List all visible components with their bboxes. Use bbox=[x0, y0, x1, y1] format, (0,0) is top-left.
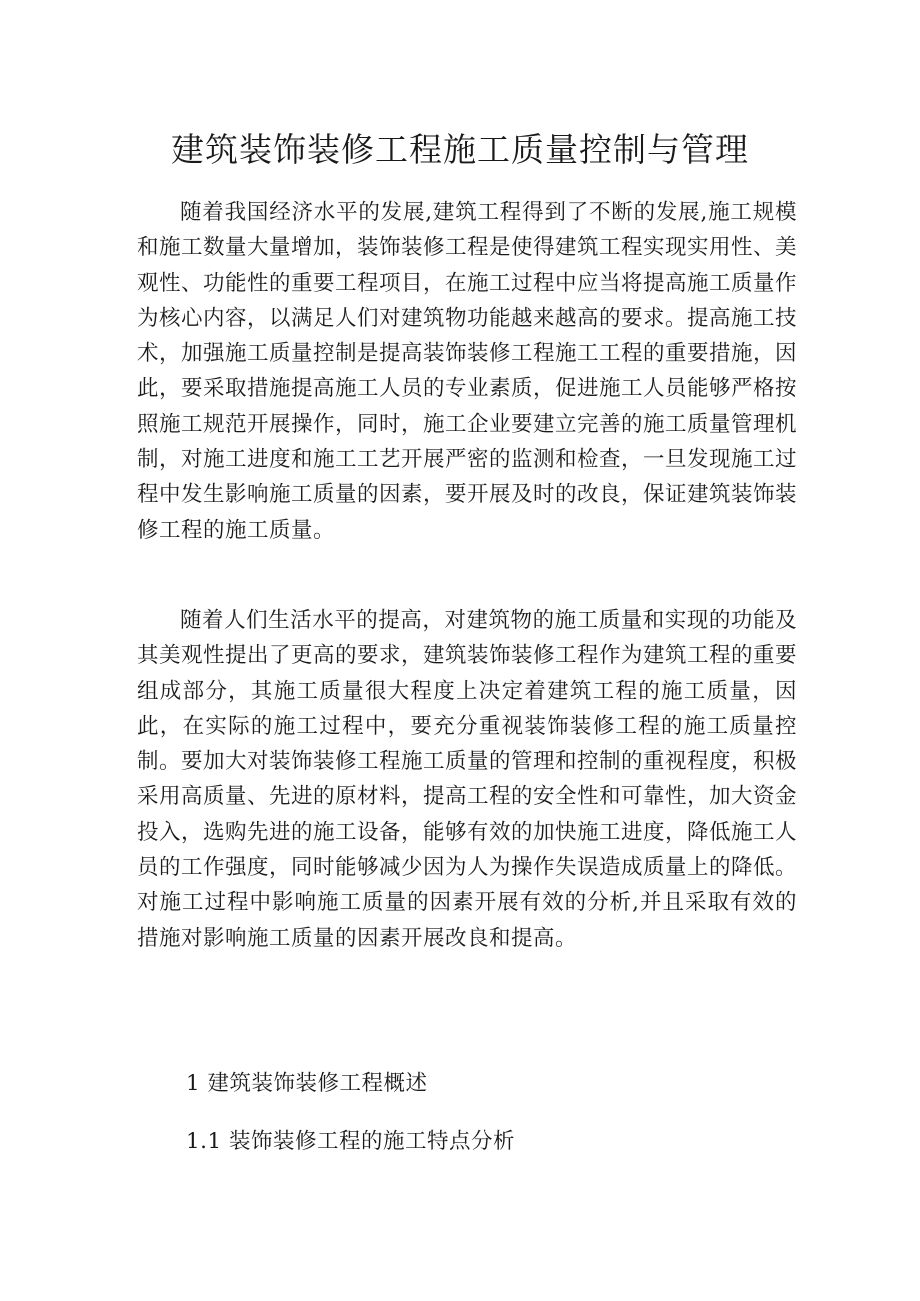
body-paragraph-2: 随着人们生活水平的提高，对建筑物的施工质量和实现的功能及其美观性提出了更高的要求，建筑装饰装修工程作为建筑工程的重要组成部分，其施工质量很大程度上决定着建筑工程的施工质量，因此，在实际的施工过程中，要充分重视装饰装修工程的施工质量控制。要加大对装饰装修工程施工质量的管理和控制的重视程度，积极采用高质量、先进的原材料，提高工程的安全性和可靠性，加大资金投入，选购先进的施工设备，能够有效的加快施工进度，降低施工人员的工作强度，同时能够减少因为人为操作失误造成质量上的降低。对施工过程中影响施工质量的因素开展有效的分析,并且采取有效的措施对影响施工质量的因素开展改良和提高。 bbox=[137, 608, 798, 951]
subsection-heading: 1.1 装饰装修工程的施工特点分析 bbox=[186, 1129, 516, 1154]
section-heading: 1 建筑装饰装修工程概述 bbox=[186, 1071, 428, 1096]
document-title: 建筑装饰装修工程施工质量控制与管理 bbox=[171, 130, 749, 169]
body-paragraph-1: 随着我国经济水平的发展,建筑工程得到了不断的发展,施工规模和施工数量大量增加，装饰装修工程是使得建筑工程实现实用性、美观性、功能性的重要工程项目，在施工过程中应当将提高施工质量作为核心内容，以满足人们对建筑物功能越来越高的要求。提高施工技术，加强施工质量控制是提高装饰装修工程施工工程的重要措施，因此，要采取措施提高施工人员的专业素质，促进施工人员能够严格按照施工规范开展操作，同时，施工企业要建立完善的施工质量管理机制，对施工进度和施工工艺开展严密的监测和检查，一旦发现施工过程中发生影响施工质量的因素，要开展及时的改良，保证建筑装饰装修工程的施工质量。 bbox=[137, 200, 798, 543]
